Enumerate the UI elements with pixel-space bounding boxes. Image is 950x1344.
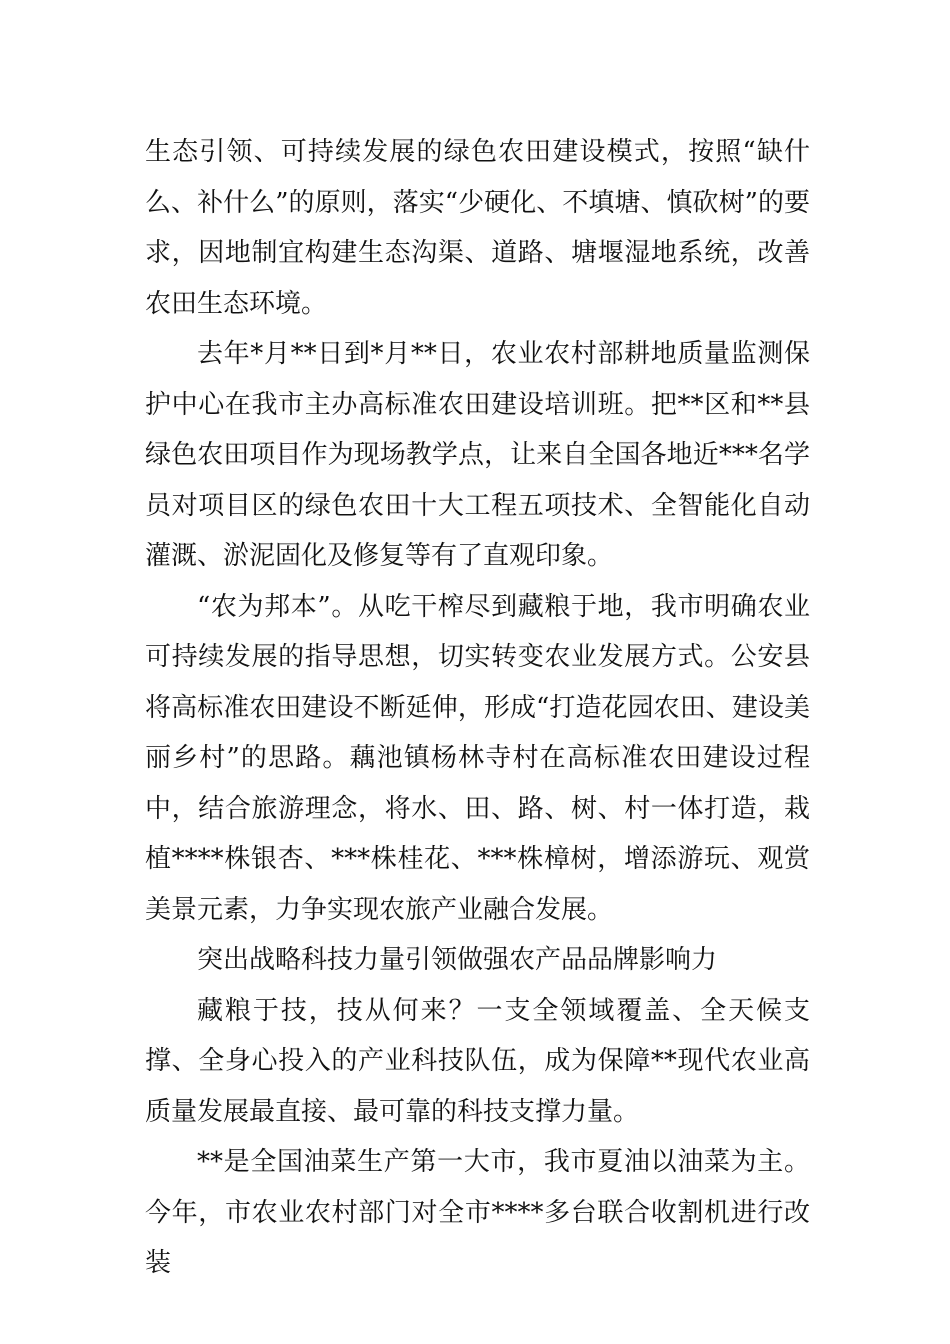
section-heading: 突出战略科技力量引领做强农产品品牌影响力 xyxy=(197,945,718,975)
paragraph-training: 去年*月**日到*月**日，农业农村部耕地质量监测保护中心在我市主办高标准农田建设培训班。把**区和**县绿色农田项目作为现场教学点，让来自全国各地近***名学员对项目区的绿色农田十大工程五项技术、全智能化自动灌溉、淤泥固化及修复等有了直观印象。 xyxy=(145,339,810,571)
paragraph-continued: 生态引领、可持续发展的绿色农田建设模式，按照“缺什么、补什么”的原则，落实“少硬化、不填塘、慎砍树”的要求，因地制宜构建生态沟渠、道路、塘堰湿地系统，改善农田生态环境。 xyxy=(145,137,810,319)
paragraph-agriculture-foundation: “农为邦本”。从吃干榨尽到藏粮于地，我市明确农业可持续发展的指导思想，切实转变农业发展方式。公安县将高标准农田建设不断延伸，形成“打造花园农田、建设美丽乡村”的思路。藕池镇杨林寺村在高标准农田建设过程中，结合旅游理念，将水、田、路、树、村一体打造，栽植****株银杏、***株桂花、***株樟树，增添游玩、观赏美景元素，力争实现农旅产业融合发展。 xyxy=(145,591,810,925)
paragraph-technology: 藏粮于技，技从何来？一支全领域覆盖、全天候支撑、全身心投入的产业科技队伍，成为保障**现代农业高质量发展最直接、最可靠的科技支撑力量。 xyxy=(145,995,810,1127)
paragraph-rapeseed: **是全国油菜生产第一大市，我市夏油以油菜为主。今年，市农业农村部门对全市****多台联合收割机进行改装 xyxy=(145,1147,810,1278)
document-body xyxy=(145,127,810,1289)
